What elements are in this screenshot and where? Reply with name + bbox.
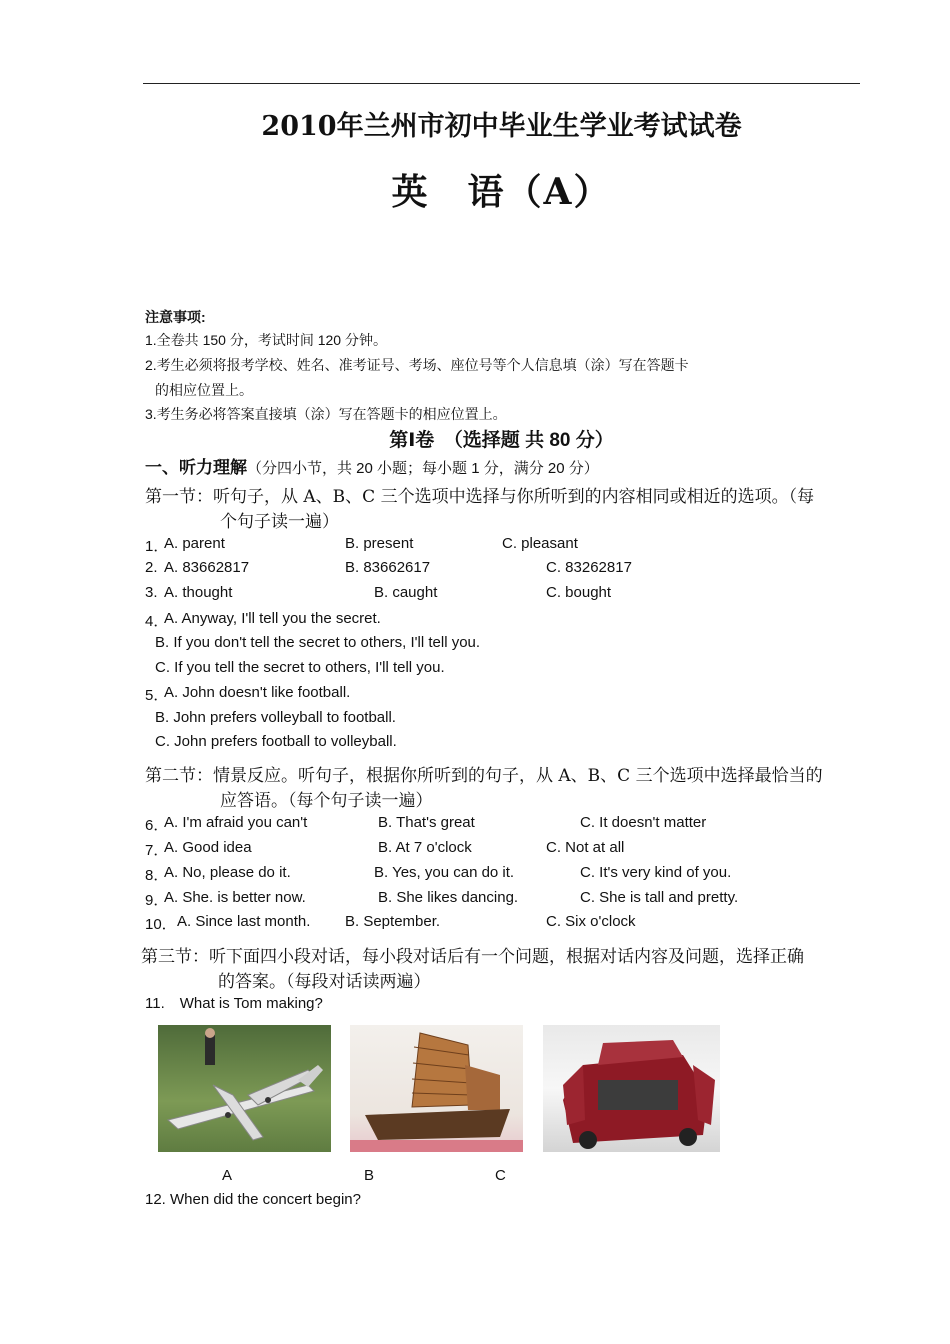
header-rule [143,83,860,84]
q2-option-c: C. 83262817 [546,559,632,576]
q5-option-a: A. John doesn't like football. [164,684,351,701]
part1-heading-label: 一、听力理解 [145,458,247,477]
q9-option-c: C. She is tall and pretty. [580,889,739,906]
q3-option-b: B. caught [374,584,438,601]
q12-question: 12. When did the concert begin? [145,1191,361,1208]
q2-option-a: A. 83662817 [164,559,250,576]
exam-title: 2010年兰州市初中毕业生学业考试试卷 [261,111,742,142]
q10-option-b: B. September. [345,913,441,930]
ship-picture [350,1025,523,1152]
section1-instruction-cont: 个句子读一遍） [220,512,339,532]
q3-num: 3. [145,584,158,601]
q8-num: 8． [145,867,169,884]
q6-option-c: C. It doesn't matter [580,814,707,831]
q4-option-b: B. If you don't tell the secret to others, I'll tell you. [155,634,481,651]
q4-option-a: A. Anyway, I'll tell you the secret. [164,610,381,627]
note-item: 3.考生务必将答案直接填（涂）写在答题卡的相应位置上。 [145,406,507,422]
notes-heading: 注意事项: [145,309,206,325]
section3-instruction-cont: 的答案。（每段对话读两遍） [218,972,431,992]
q7-option-a: A. Good idea [164,839,252,856]
section2-instruction: 第二节：情景反应。听句子，根据你所听到的句子，从 A、B、C 三个选项中选择最恰当的 [145,766,823,786]
subject-title: 英 语（A） [391,171,612,213]
q1-option-b: B. present [345,535,414,552]
q8-option-b: B. Yes, you can do it. [374,864,515,881]
q6-num: 6． [145,817,169,834]
volume-title: 第Ⅰ卷 （选择题 共 80 分） [389,430,614,451]
airplane-picture [158,1025,331,1152]
q6-option-a: A. I'm afraid you can't [164,814,308,831]
picture-label-b: B [364,1167,375,1184]
q5-num: 5． [145,687,169,704]
q6-option-b: B. That's great [378,814,475,831]
q9-option-b: B. She likes dancing. [378,889,519,906]
q8-option-c: C. It's very kind of you. [580,864,732,881]
q7-num: 7． [145,842,169,859]
q9-num: 9． [145,892,169,909]
note-item: 1.全卷共 150 分，考试时间 120 分钟。 [145,332,387,348]
q5-option-b: B. John prefers volleyball to football. [155,709,396,726]
q1-option-a: A. parent [164,535,225,552]
q1-option-c: C. pleasant [502,535,578,552]
note-item: 的相应位置上。 [155,382,253,398]
q2-num: 2. [145,559,158,576]
picture-label-a: A [222,1167,233,1184]
q10-num: 10． [145,916,177,933]
q4-num: 4． [145,613,169,630]
q3-option-a: A. thought [164,584,233,601]
section2-instruction-cont: 应答语。（每个句子读一遍） [220,791,433,811]
note-item: 2.考生必须将报考学校、姓名、准考证号、考场、座位号等个人信息填（涂）写在答题卡 [145,357,689,373]
q7-option-b: B. At 7 o'clock [378,839,472,856]
q9-option-a: A. She. is better now. [164,889,306,906]
part1-heading-note: （分四小节，共 20 小题；每小题 1 分，满分 20 分） [247,460,599,477]
q10-option-a: A. Since last month. [177,913,311,930]
picture-label-c: C [495,1167,506,1184]
section1-instruction: 第一节：听句子，从 A、B、C 三个选项中选择与你所听到的内容相同或相近的选项。（每 [145,487,815,507]
q7-option-c: C. Not at all [546,839,625,856]
q5-option-c: C. John prefers football to volleyball. [155,733,397,750]
q8-option-a: A. No, please do it. [164,864,291,881]
part1-heading [145,453,599,478]
q10-option-c: C. Six o'clock [546,913,636,930]
car-picture [543,1025,720,1152]
q3-option-c: C. bought [546,584,612,601]
section3-instruction: 第三节：听下面四小段对话，每小段对话后有一个问题，根据对话内容及问题，选择正确 [141,947,804,967]
q2-option-b: B. 83662617 [345,559,431,576]
q11-question: 11. What is Tom making? [145,995,323,1012]
q1-num: 1． [145,538,169,555]
q4-option-c: C. If you tell the secret to others, I'll tell you. [155,659,445,676]
